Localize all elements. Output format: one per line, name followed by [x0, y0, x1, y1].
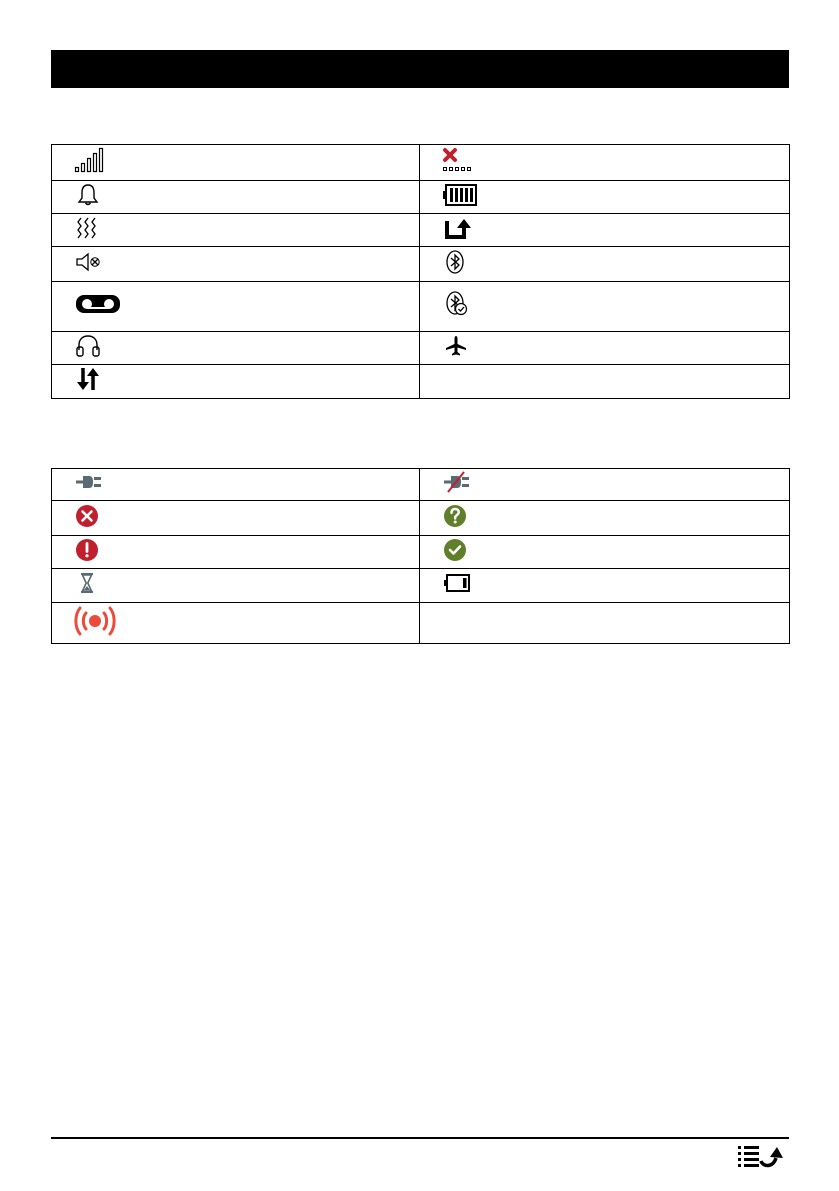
- silent-mode-icon: [74, 250, 102, 274]
- ringer-bell-icon: [74, 183, 102, 207]
- table-row: [52, 247, 790, 282]
- airplane-mode-icon: [442, 334, 470, 358]
- alert-icon: [74, 537, 100, 563]
- footer-divider: [51, 1137, 789, 1139]
- vibrate-icon: [74, 216, 102, 240]
- table-cell: [52, 282, 420, 332]
- table-cell: [52, 247, 420, 282]
- bluetooth-connected-icon: [442, 290, 470, 318]
- table-row: [52, 536, 790, 569]
- voicemail-icon: [74, 292, 122, 316]
- table-cell: [420, 247, 790, 282]
- table-cell: [52, 145, 420, 181]
- battery-full-icon: [442, 183, 478, 207]
- table-cell-empty: [420, 603, 790, 644]
- table-cell: [420, 181, 790, 214]
- table-cell: [420, 469, 790, 501]
- section-header-bar: [51, 50, 789, 88]
- table-cell-empty: [420, 365, 790, 399]
- table-cell: [52, 536, 420, 569]
- charger-disconnected-icon: [442, 470, 472, 494]
- table-row: [52, 282, 790, 332]
- table-row: [52, 469, 790, 501]
- table-cell: [52, 181, 420, 214]
- table-row: [52, 181, 790, 214]
- status-icons-table: [51, 144, 790, 399]
- table-cell: [420, 214, 790, 247]
- table-cell: [420, 501, 790, 536]
- table-cell: [420, 145, 790, 181]
- no-signal-icon: [442, 147, 474, 173]
- question-icon: [442, 503, 468, 529]
- table-cell: [52, 214, 420, 247]
- table-cell: [52, 501, 420, 536]
- bluetooth-icon: [442, 249, 468, 275]
- battery-low-icon: [442, 571, 472, 595]
- error-icon: [74, 503, 100, 529]
- table-cell: [52, 365, 420, 399]
- table-cell: [420, 332, 790, 365]
- table-cell: [420, 536, 790, 569]
- table-cell: [52, 332, 420, 365]
- table-row: [52, 603, 790, 644]
- table-cell: [420, 569, 790, 603]
- hourglass-icon: [74, 570, 100, 596]
- table-row: [52, 214, 790, 247]
- table-cell: [420, 282, 790, 332]
- charger-icons-table: [51, 468, 790, 644]
- table-cell: [52, 469, 420, 501]
- table-row: [52, 569, 790, 603]
- table-row: [52, 501, 790, 536]
- charger-connected-icon: [74, 470, 104, 494]
- table-row: [52, 332, 790, 365]
- call-forward-icon: [442, 215, 472, 241]
- emergency-alarm-icon: [74, 605, 116, 637]
- data-transfer-icon: [74, 366, 102, 392]
- signal-strength-icon: [74, 147, 106, 173]
- table-cell: [52, 603, 420, 644]
- check-icon: [442, 537, 468, 563]
- headset-icon: [74, 333, 102, 359]
- table-row: [52, 365, 790, 399]
- table-cell: [52, 569, 420, 603]
- table-row: [52, 145, 790, 181]
- menu-return-icon[interactable]: [737, 1143, 787, 1169]
